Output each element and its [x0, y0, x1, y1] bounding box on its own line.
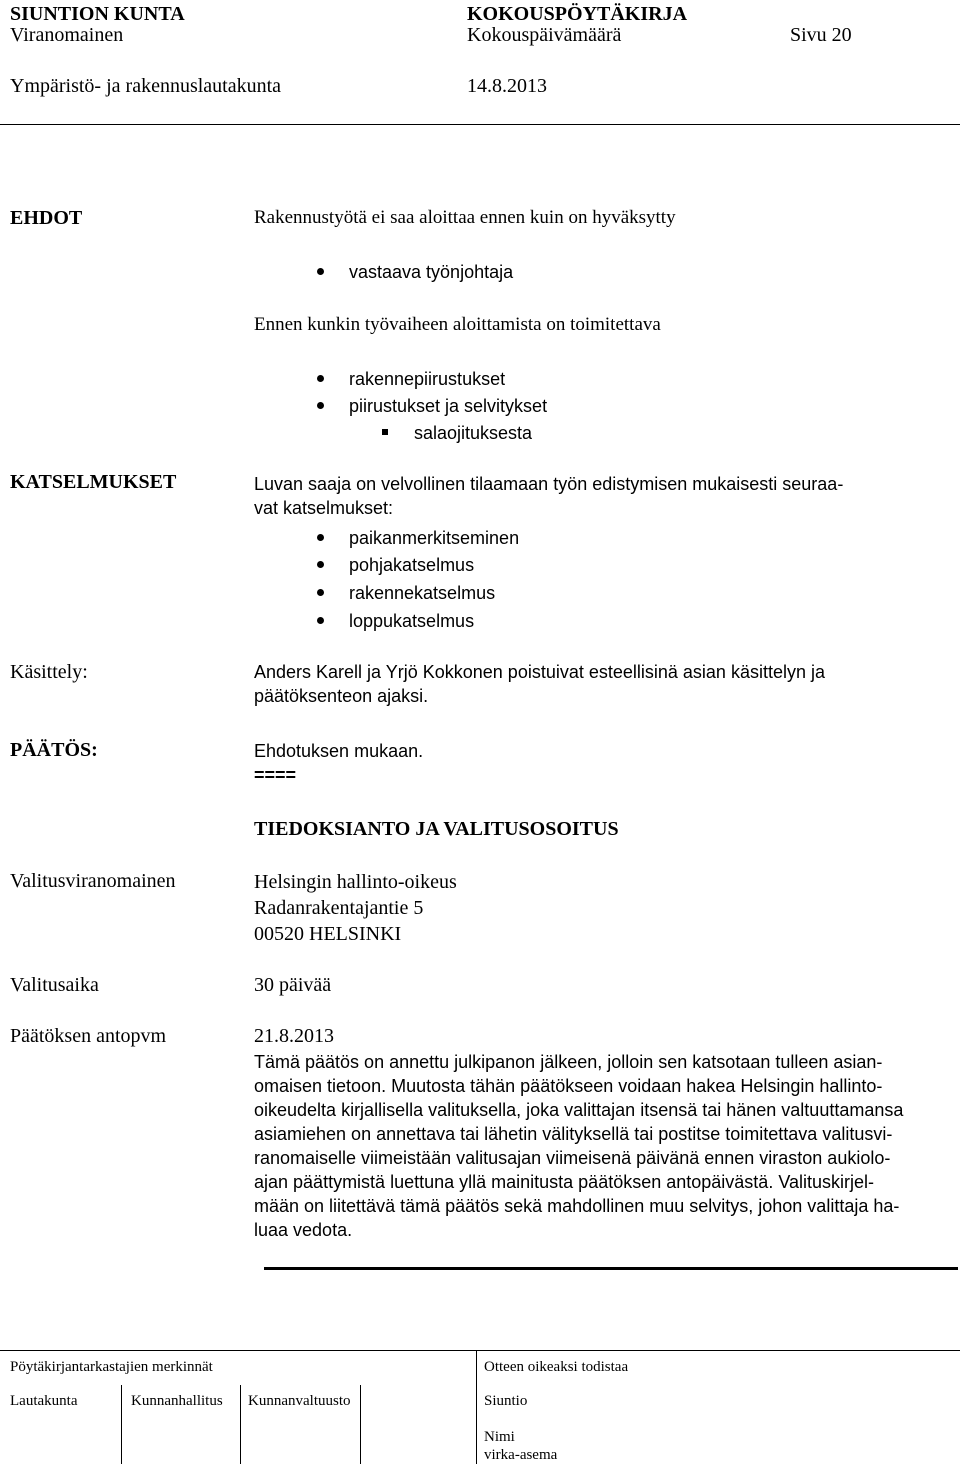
org-name: SIUNTION KUNTA — [10, 3, 185, 25]
list-item: paikanmerkitseminen — [349, 528, 520, 548]
text-line: Anders Karell ja Yrjö Kokkonen poistuivat esteellisinä asian käsittelyn ja — [254, 662, 825, 682]
address-line: Helsingin hallinto-oikeus — [254, 871, 457, 893]
bullet-icon — [317, 617, 324, 624]
document-type: KOKOUSPÖYTÄKIRJA — [467, 3, 688, 25]
text-line: ranomaiselle viimeistään valitusajan viimeisenä päivänä ennen viraston aukiolo- — [254, 1148, 891, 1168]
valitusaika-label: Valitusaika — [10, 974, 99, 996]
kasittely-text — [254, 660, 825, 708]
text-line: päätöksenteon ajaksi. — [254, 686, 429, 706]
date-label: Kokouspäivämäärä — [467, 24, 622, 46]
page-number: Sivu 20 — [790, 24, 852, 46]
text-line: Luvan saaja on velvollinen tilaamaan työn edistymisen mukaisesti seuraa- — [254, 474, 844, 494]
text-line: ajan päättymistä luettuna yllä mainitusta päätöksen antopäivästä. Valituskirjel- — [254, 1172, 875, 1192]
footer-nimi: Nimi — [484, 1429, 515, 1445]
antopvm-value: 21.8.2013 — [254, 1025, 334, 1047]
list-item: rakennepiirustukset — [349, 369, 506, 389]
bullet-icon — [317, 534, 324, 541]
text-line: oikeudelta kirjallisella valituksella, joka valittajan itsensä tai hänen valtuuttamansa — [254, 1100, 904, 1120]
footer-top-border — [0, 1350, 960, 1351]
address-line: 00520 HELSINKI — [254, 923, 402, 945]
antopvm-label: Päätöksen antopvm — [10, 1025, 167, 1047]
footer-virka: virka-asema — [484, 1447, 558, 1463]
meeting-date: 14.8.2013 — [467, 75, 547, 97]
ehdot-intro-1: Rakennustyötä ei saa aloittaa ennen kuin on hyväksytty — [254, 207, 676, 228]
footer-cell-divider — [240, 1385, 241, 1464]
footer-siuntio: Siuntio — [484, 1393, 528, 1409]
section-heading: TIEDOKSIANTO JA VALITUSOSOITUS — [254, 818, 619, 840]
footer-cell-divider — [121, 1385, 122, 1464]
text-line: omaisen tietoon. Muutosta tähän päätökseen voidaan hakea Helsingin hallinto- — [254, 1076, 883, 1096]
valitusviranomainen-label: Valitusviranomainen — [10, 870, 176, 892]
footer-merkinnat: Pöytäkirjantarkastajien merkinnät — [10, 1359, 213, 1375]
footer-otteen: Otteen oikeaksi todistaa — [484, 1359, 629, 1375]
bullet-icon — [317, 402, 324, 409]
appeal-instructions — [254, 1050, 903, 1242]
text-line: asiamiehen on annettava tai lähetin välityksellä tai postitse toimitettava valitusvi- — [254, 1124, 893, 1144]
end-rule — [264, 1267, 958, 1270]
sub-list-item: salaojituksesta — [414, 423, 533, 443]
appeal-authority-address — [254, 869, 457, 947]
authority-label: Viranomainen — [10, 24, 124, 46]
bullet-icon — [317, 268, 324, 275]
authority-value: Ympäristö- ja rakennuslautakunta — [10, 75, 282, 97]
text-line: mään on liitettävä tämä päätös sekä mahdollinen muu selvitys, johon valittaja ha- — [254, 1196, 900, 1216]
ehdot-label: EHDOT — [10, 207, 83, 229]
bullet-icon — [317, 589, 324, 596]
footer-cell-divider — [360, 1385, 361, 1464]
ehdot-intro-2: Ennen kunkin työvaiheen aloittamista on toimitettava — [254, 314, 661, 335]
footer-kunnanhallitus: Kunnanhallitus — [131, 1393, 223, 1409]
text-line: luaa vedota. — [254, 1220, 353, 1240]
text-line: vat katselmukset: — [254, 498, 394, 518]
katselmukset-label: KATSELMUKSET — [10, 471, 177, 493]
bullet-icon — [317, 375, 324, 382]
list-item: vastaava työnjohtaja — [349, 262, 514, 282]
list-item: piirustukset ja selvitykset — [349, 396, 548, 416]
footer-kunnanvaltuusto: Kunnanvaltuusto — [248, 1393, 351, 1409]
kasittely-label: Käsittely: — [10, 661, 88, 683]
text-line: Tämä päätös on annettu julkipanon jälkeen, jolloin sen katsotaan tulleen asian- — [254, 1052, 883, 1072]
list-item: rakennekatselmus — [349, 583, 496, 603]
paatos-label: PÄÄTÖS: — [10, 739, 98, 761]
katselmukset-text — [254, 472, 843, 520]
paatos-text: Ehdotuksen mukaan. — [254, 741, 424, 761]
paatos-separator: ==== — [254, 765, 297, 785]
list-item: loppukatselmus — [349, 611, 475, 631]
valitusaika-value: 30 päivää — [254, 974, 332, 996]
bullet-icon — [317, 561, 324, 568]
square-bullet-icon — [382, 429, 388, 435]
footer-cell-divider — [476, 1350, 477, 1464]
footer-lautakunta: Lautakunta — [10, 1393, 78, 1409]
list-item: pohjakatselmus — [349, 555, 475, 575]
address-line: Radanrakentajantie 5 — [254, 897, 424, 919]
header-divider — [0, 124, 960, 125]
